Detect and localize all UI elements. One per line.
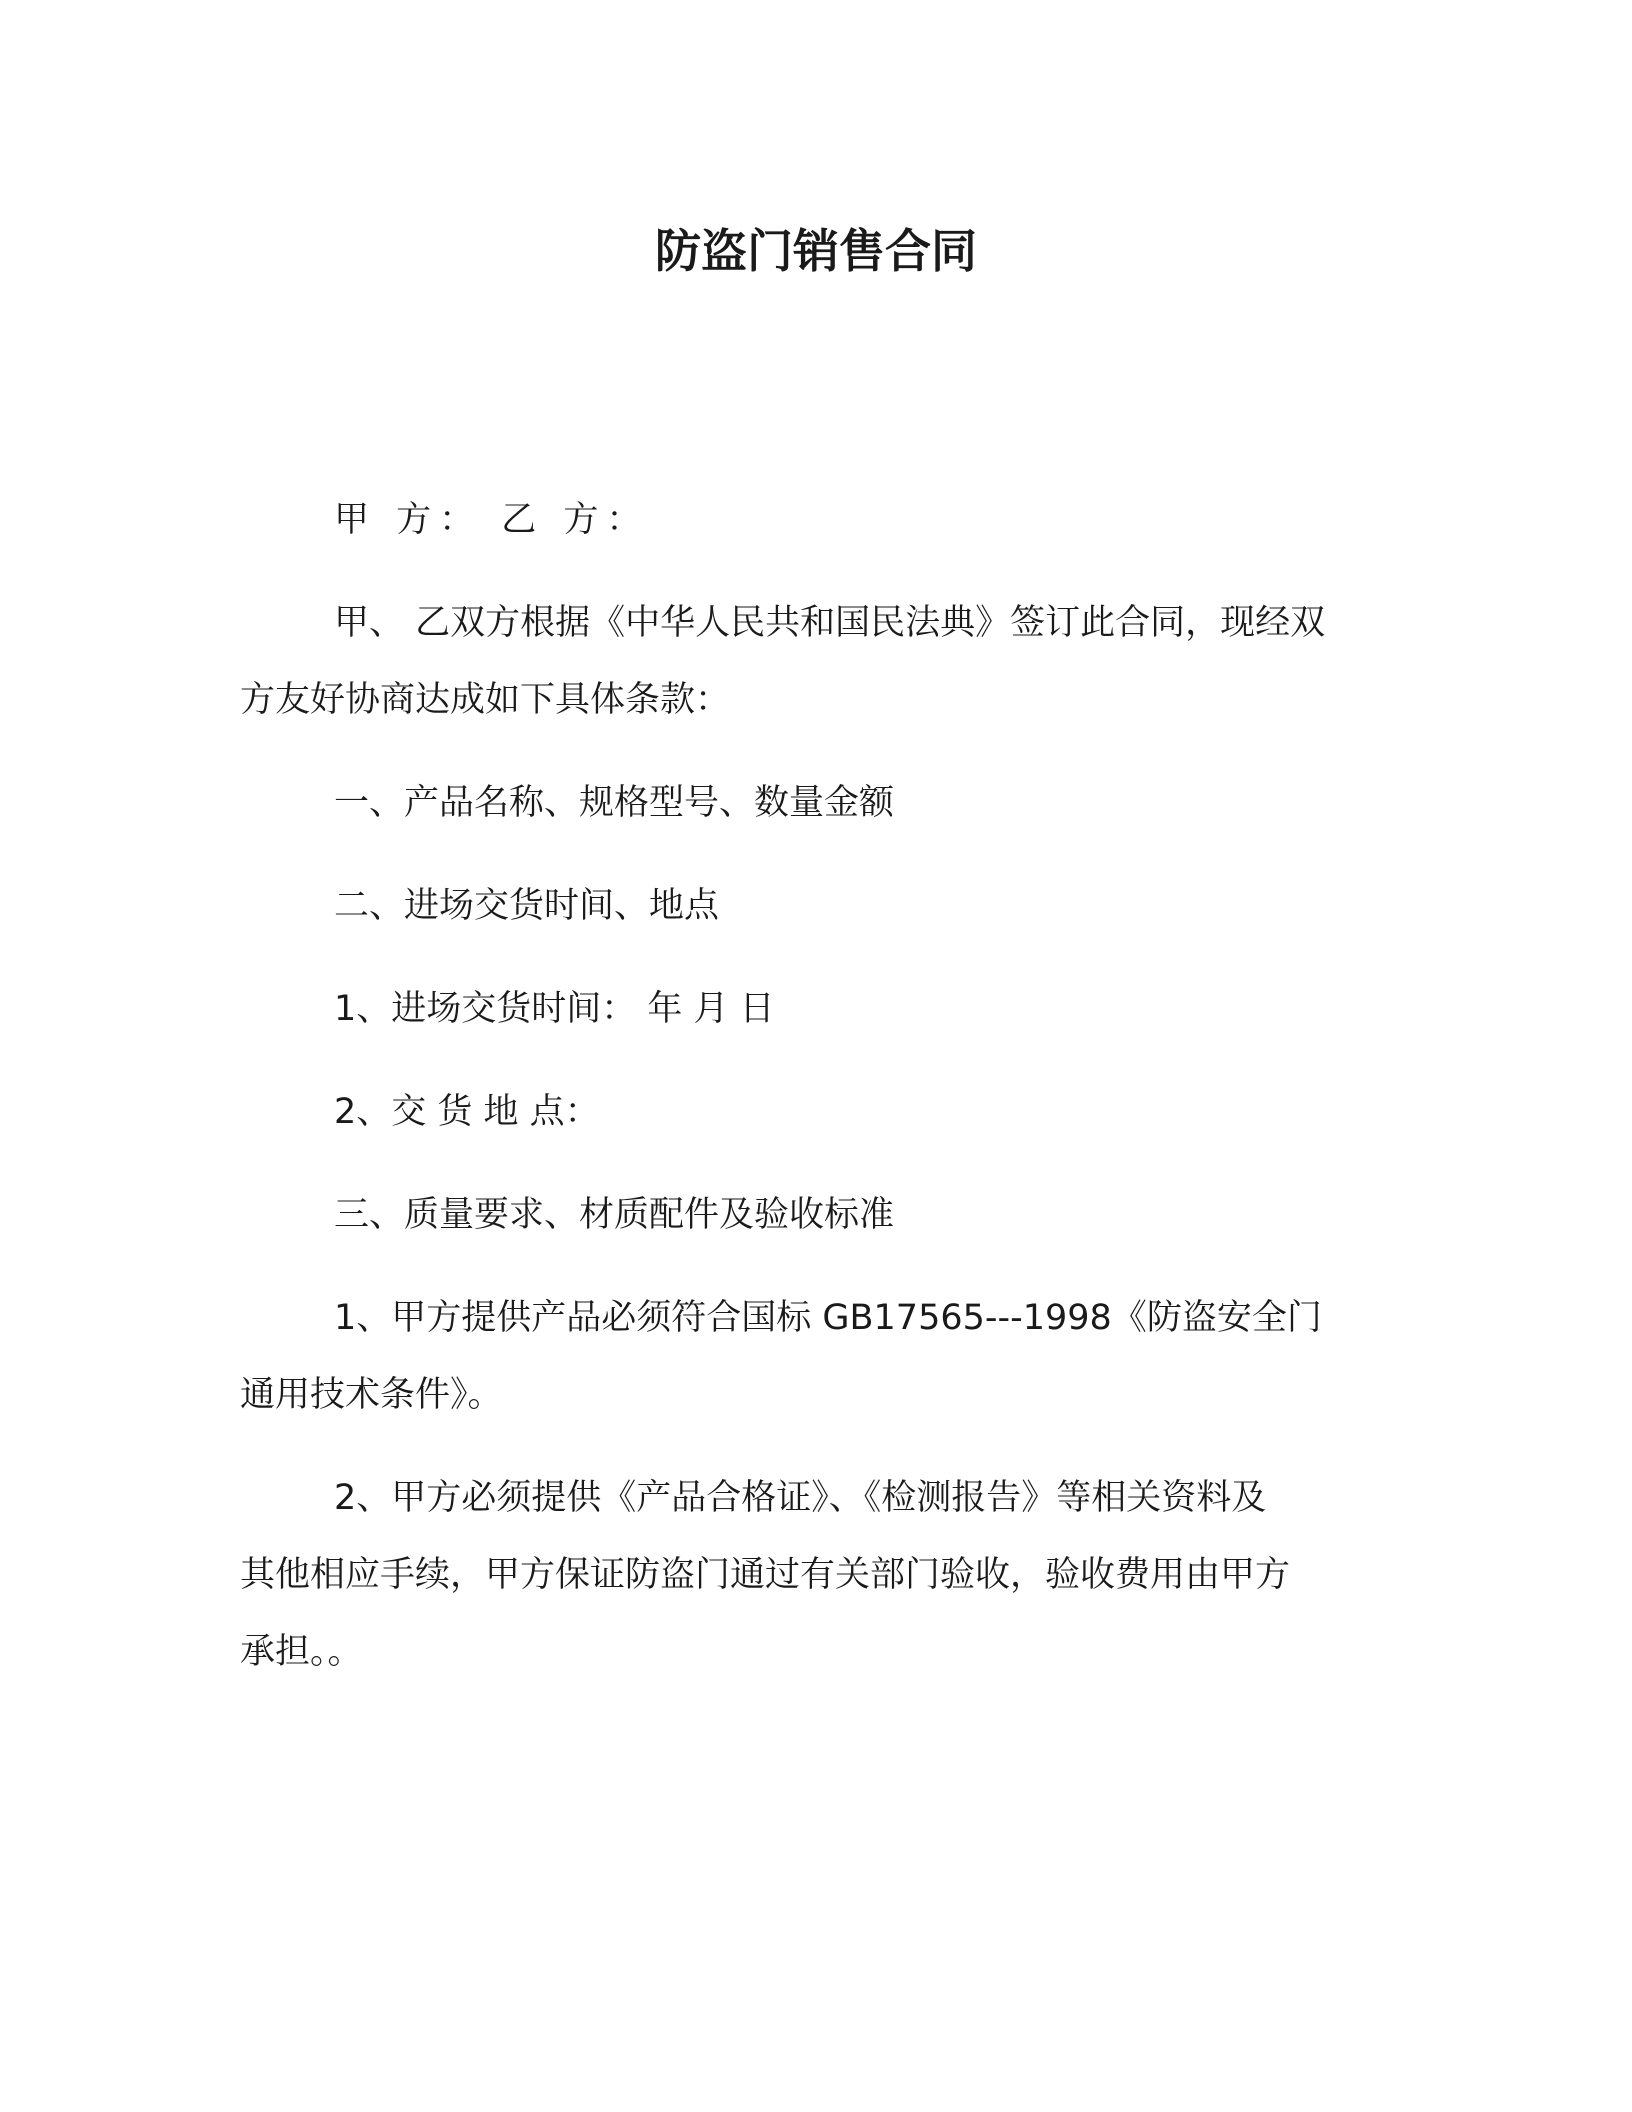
section2-item2: 2、交 货 地 点： — [334, 1092, 600, 1132]
intro-line-2: 方友好协商达成如下具体条款： — [240, 680, 731, 720]
section3-item1-line2: 通用技术条件》。 — [240, 1375, 503, 1415]
section3-heading: 三、质量要求、材质配件及验收标准 — [334, 1195, 895, 1235]
section3-item2-line2: 其他相应手续，甲方保证防盗门通过有关部门验收，验收费用由甲方 — [240, 1555, 1291, 1595]
section1-heading: 一、产品名称、规格型号、数量金额 — [334, 783, 895, 823]
section2-heading: 二、进场交货时间、地点 — [334, 886, 720, 926]
section2-item1: 1、进场交货时间： 年 月 日 — [334, 989, 775, 1029]
document-title: 防盗门销售合同 — [655, 224, 977, 278]
section3-item2-line1: 2、甲方必须提供《产品合格证》、《检测报告》等相关资料及 — [334, 1478, 1267, 1518]
intro-line-1: 甲、 乙双方根据《中华人民共和国民法典》签订此合同，现经双 — [334, 603, 1326, 643]
section3-item1-line1: 1、甲方提供产品必须符合国标 GB17565---1998《防盗安全门 — [334, 1298, 1322, 1338]
parties-line: 甲 方： 乙 方： — [334, 500, 650, 540]
section3-item2-line3: 承担。。 — [240, 1632, 363, 1672]
